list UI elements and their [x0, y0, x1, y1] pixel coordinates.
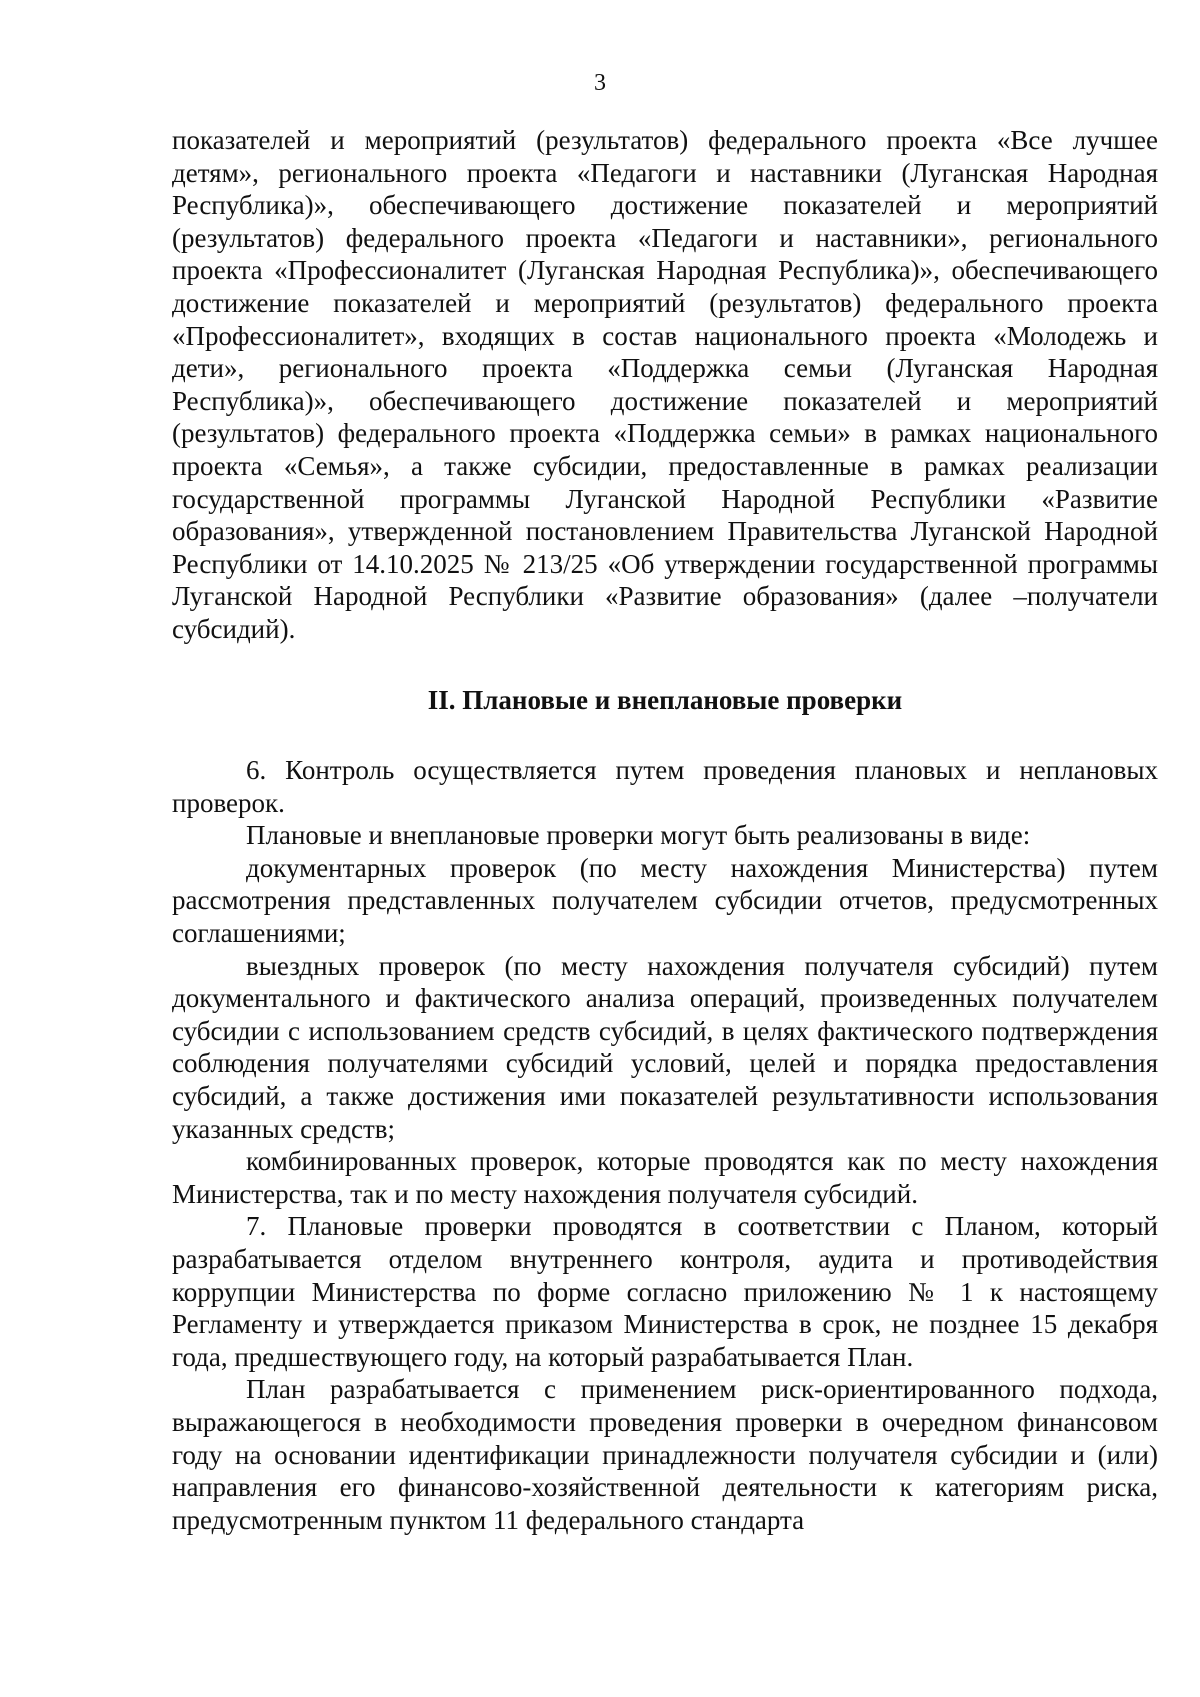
paragraph-6: 6. Контроль осуществляется путем проведения плановых и неплановых проверок.: [172, 755, 1158, 818]
paragraph-documentary-checks: документарных проверок (по месту нахождения Министерства) путем рассмотрения представленных получателем субсидии отчетов, предусмотренных соглашениями;: [172, 852, 1158, 949]
paragraph-7: 7. Плановые проверки проводятся в соответствии с Планом, который разрабатывается отделом внутреннего контроля, аудита и противодействия коррупции Министерства по форме согласно приложению № 1 к настоящему Регламенту и утверждается приказом Министерства в срок, не позднее 15 декабря года, предшествующего году, на который разрабатывается План.: [172, 1211, 1158, 1372]
document-body: [172, 124, 1158, 1536]
page-number: 3: [594, 70, 606, 96]
paragraph-combined-checks: комбинированных проверок, которые проводятся как по месту нахождения Министерства, так и по месту нахождения получателя субсидий.: [172, 1146, 1158, 1209]
paragraph-onsite-checks: выездных проверок (по месту нахождения получателя субсидий) путем документального и фактического анализа операций, произведенных получателем субсидии с использованием средств субсидий, в целях фактического подтверждения соблюдения получателями субсидий условий, целей и порядка предоставления субсидий, а также достижения ими показателей результативности использования указанных средств;: [172, 950, 1158, 1144]
paragraph-plan: План разрабатывается с применением риск-ориентированного подхода, выражающегося в необходимости проведения проверки в очередном финансовом году на основании идентификации принадлежности получателя субсидии и (или) направления его финансово-хозяйственной деятельности к категориям риска, предусмотренным пунктом 11 федерального стандарта: [172, 1374, 1158, 1535]
paragraph-check-types: Плановые и внеплановые проверки могут быть реализованы в виде:: [246, 820, 1031, 851]
intro-paragraph: показателей и мероприятий (результатов) федерального проекта «Все лучшее детям», регионального проекта «Педагоги и наставники (Луганская Народная Республика)», обеспечивающего достижение показателей и мероприятий (результатов) федерального проекта «Педагоги и наставники», регионального проекта «Профессионалитет (Луганская Народная Республика)», обеспечивающего достижение показателей и мероприятий (результатов) федерального проекта «Профессионалитет», входящих в состав национального проекта «Молодежь и дети», регионального проекта «Поддержка семьи (Луганская Народная Республика)», обеспечивающего достижение показателей и мероприятий (результатов) федерального проекта «Поддержка семьи» в рамках национального проекта «Семья», а также субсидии, предоставленные в рамках реализации государственной программы Луганской Народной Республики «Развитие образования», утвержденной постановлением Правительства Луганской Народной Республики от 14.10.2025 № 213/25 «Об утверждении государственной программы Луганской Народной Республики «Развитие образования» (далее –получатели субсидий).: [172, 125, 1158, 644]
section-heading: II. Плановые и внеплановые проверки: [427, 684, 903, 715]
